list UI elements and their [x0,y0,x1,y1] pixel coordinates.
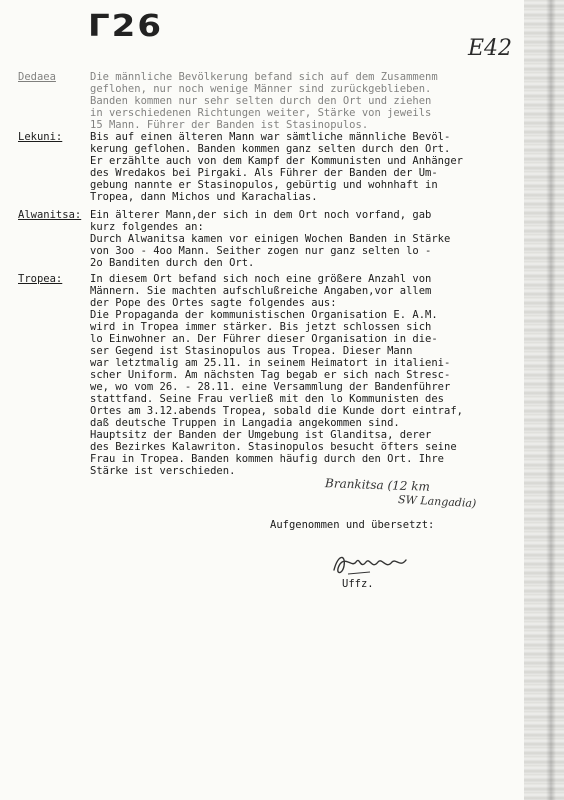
text-line: Ein älterer Mann,der sich in dem Ort noch vorfand, gab [90,209,432,221]
text-line: Tropea, dann Michos und Karachalias. [90,191,318,203]
section-label-dedaea: Dedaea [18,71,56,83]
text-line: kerung geflohen. Banden kommen ganz selten durch den Ort. [90,143,451,155]
text-line: der Pope des Ortes sagte folgendes aus: [90,297,337,309]
text-line: stattfand. Seine Frau verließ mit den lo Kommunisten des [90,393,445,405]
text-line: Ortes am 3.12.abends Tropea, sobald die Kunde dort eintraf, [90,405,463,417]
closing-line: Aufgenommen und übersetzt: [270,519,435,531]
text-line: Die männliche Bevölkerung befand sich auf dem Zusammenm [90,71,438,83]
handwritten-signature [330,548,410,580]
text-line: Bis auf einen älteren Mann war sämtliche männliche Bevöl- [90,131,451,143]
text-line: daß deutsche Truppen in Langadia angekommen sind. [90,417,400,429]
section-text-alwanitsa [90,209,540,269]
text-line: Durch Alwanitsa kamen vor einigen Wochen Banden in Stärke [90,233,451,245]
text-line: 2o Banditen durch den Ort. [90,257,255,269]
section-label-tropea: Tropea: [18,273,63,285]
text-line: kurz folgendes an: [90,221,204,233]
text-line: In diesem Ort befand sich noch eine größere Anzahl von [90,273,432,285]
document-stamp: Γ26 [88,8,163,44]
text-line: wird in Tropea immer stärker. Bis jetzt schlossen sich [90,321,432,333]
handwritten-annotation: Brankitsa (12 km [324,476,431,494]
text-line: 15 Mann. Führer der Banden ist Stasinopulos. [90,119,369,131]
text-line: des Wredakos bei Pirgaki. Als Führer der Banden der Um- [90,167,438,179]
section-text-tropea [90,273,540,477]
text-line: Die Propaganda der kommunistischen Organisation E. A.M. [90,309,438,321]
text-line: lo Einwohner an. Der Führer dieser Organisation in die- [90,333,438,345]
section-label-alwanitsa: Alwanitsa: [18,209,82,221]
section-text-lekuni [90,131,540,203]
text-line: geflohen, nur noch wenige Männer sind zurückgeblieben. [90,83,432,95]
text-line: des Bezirkes Kalawriton. Stasinopulos besucht öfters seine [90,441,457,453]
handwritten-annotation-2: SW Langadia) [397,492,477,511]
text-line: Stärke ist verschieden. [90,465,236,477]
rank-label: Uffz. [342,578,374,590]
handwritten-code: E42 [468,36,513,61]
text-line: gebung nannte er Stasinopulos, gebürtig und wohnhaft in [90,179,438,191]
text-line: in verschiedenen Richtungen weiter, Stärke von jeweils [90,107,432,119]
text-line: Banden kommen nur sehr selten durch den Ort und ziehen [90,95,432,107]
text-line: Männern. Sie machten aufschlußreiche Angaben,vor allem [90,285,432,297]
text-line: Frau in Tropea. Banden kommen häufig durch den Ort. Ihre [90,453,445,465]
text-line: von 3oo - 4oo Mann. Seither zogen nur ganz selten lo - [90,245,432,257]
text-line: we, wo vom 26. - 28.11. eine Versammlung der Bandenführer [90,381,451,393]
section-text-dedaea [90,71,540,131]
text-line: war letztmalig am 25.11. in seinem Heimatort in italieni- [90,357,451,369]
section-label-lekuni: Lekuni: [18,131,63,143]
text-line: scher Uniform. Am nächsten Tag begab er sich nach Stresc- [90,369,451,381]
text-line: Er erzählte auch von dem Kampf der Kommunisten und Anhänger [90,155,463,167]
text-line: Hauptsitz der Banden der Umgebung ist Glanditsa, derer [90,429,432,441]
scan-edge-fold [546,0,556,800]
text-line: ser Gegend ist Stasinopulos aus Tropea. Dieser Mann [90,345,413,357]
